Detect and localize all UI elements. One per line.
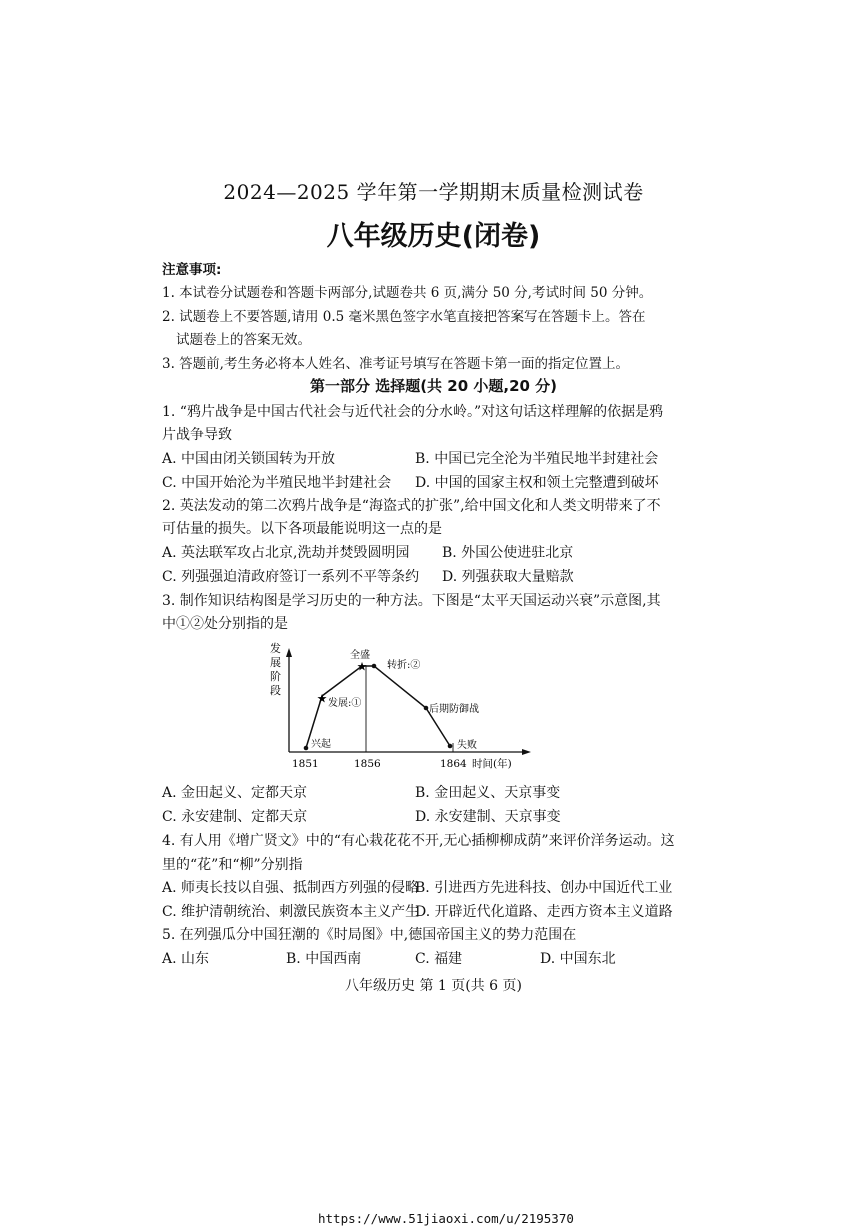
label-fail: 失败 [457, 740, 477, 751]
label-peak: 全盛 [350, 650, 370, 661]
ylabel-char-2: 展 [270, 656, 281, 669]
q3-option-d: D. 永安建制、天京事变 [415, 809, 561, 825]
q4-option-a: A. 师夷长技以自强、抵制西方列强的侵略 [162, 880, 420, 896]
q4-option-b: B. 引进西方先进科技、创办中国近代工业 [415, 880, 673, 896]
exam-title: 2024—2025 学年第一学期期末质量检测试卷 [223, 180, 644, 204]
taiping-diagram [262, 638, 552, 773]
page-footer: 八年级历史 第 1 页(共 6 页) [345, 978, 522, 994]
q5-option-d: D. 中国东北 [540, 951, 616, 967]
q5-option-b: B. 中国西南 [286, 951, 362, 967]
ylabel-char-3: 阶 [270, 670, 281, 683]
q1-option-c: C. 中国开始沦为半殖民地半封建社会 [162, 475, 392, 491]
subject-title: 八年级历史(闭卷) [326, 221, 541, 252]
q2-option-a: A. 英法联军攻占北京,洗劫并焚毁圆明园 [162, 545, 410, 561]
x-axis-label: 时间(年) [472, 758, 512, 770]
q4-stem-line-2: 里的“花”和“柳”分别指 [162, 857, 303, 873]
q4-option-c: C. 维护清朝统治、刺激民族资本主义产生 [162, 904, 420, 920]
notice-item-3: 3. 答题前,考生务必将本人姓名、准考证号填写在答题卡第一面的指定位置上。 [162, 356, 629, 372]
star-peak-icon: ★ [356, 659, 368, 674]
q5-stem-line-1: 5. 在列强瓜分中国狂潮的《时局图》中,德国帝国主义的势力范围在 [162, 927, 577, 943]
q4-option-d: D. 开辟近代化道路、走西方资本主义道路 [415, 904, 673, 920]
notice-item-2-line-2: 试题卷上的答案无效。 [176, 332, 311, 348]
label-turn: 转折:② [387, 660, 421, 671]
ylabel-char-1: 发 [270, 642, 281, 655]
q1-stem-line-2: 片战争导致 [162, 427, 232, 443]
label-rise: 兴起 [311, 739, 331, 750]
q3-stem-line-2: 中①②处分别指的是 [162, 616, 288, 632]
q2-option-c: C. 列强强迫清政府签订一系列不平等条约 [162, 569, 420, 585]
y-axis-arrow [286, 648, 292, 657]
notice-heading: 注意事项: [162, 262, 222, 278]
q3-option-b: B. 金田起义、天京事变 [415, 785, 561, 801]
q2-stem-line-2: 可估量的损失。以下各项最能说明这一点的是 [162, 521, 442, 537]
q4-stem-line-1: 4. 有人用《增广贤文》中的“有心栽花花不开,无心插柳柳成荫”来评价洋务运动。这 [162, 833, 675, 849]
notice-item-1: 1. 本试卷分试题卷和答题卡两部分,试题卷共 6 页,满分 50 分,考试时间 50 分钟。 [162, 285, 653, 301]
q1-option-d: D. 中国的国家主权和领土完整遭到破坏 [415, 475, 659, 491]
q1-option-a: A. 中国由闭关锁国转为开放 [162, 451, 336, 467]
q2-option-d: D. 列强获取大量赔款 [442, 569, 574, 585]
q2-stem-line-1: 2. 英法发动的第二次鸦片战争是“海盗式的扩张”,给中国文化和人类文明带来了不 [162, 498, 661, 514]
q3-stem-line-1: 3. 制作知识结构图是学习历史的一种方法。下图是“太平天国运动兴衰”示意图,其 [162, 593, 661, 609]
q1-option-b: B. 中国已完全沦为半殖民地半封建社会 [415, 451, 659, 467]
notice-item-2-line-1: 2. 试题卷上不要答题,请用 0.5 毫米黑色签字水笔直接把答案写在答题卡上。答在 [162, 309, 646, 325]
q5-option-c: C. 福建 [415, 951, 463, 967]
star-develop-icon: ★ [316, 691, 328, 706]
q1-stem-line-1: 1. “鸦片战争是中国古代社会与近代社会的分水岭。”对这句话这样理解的依据是鸦 [162, 404, 664, 420]
x-axis-arrow [522, 749, 531, 755]
q3-option-c: C. 永安建制、定都天京 [162, 809, 308, 825]
point-fail [448, 744, 453, 749]
q5-option-a: A. 山东 [162, 951, 210, 967]
diagram-ylabel [270, 641, 281, 697]
section-1-title: 第一部分 选择题(共 20 小题,20 分) [309, 377, 558, 395]
q2-option-b: B. 外国公使进驻北京 [442, 545, 574, 561]
point-turn [372, 664, 377, 669]
point-rise [304, 746, 309, 751]
q3-option-a: A. 金田起义、定都天京 [162, 785, 308, 801]
tick-1851: 1851 [292, 758, 319, 770]
point-late [424, 706, 429, 711]
source-url: https://www.51jiaoxi.com/u/2195370 [318, 1211, 574, 1226]
tick-1864: 1864 [440, 758, 467, 770]
label-develop: 发展:① [328, 698, 362, 709]
ylabel-char-4: 段 [270, 684, 281, 697]
label-late: 后期防御战 [429, 704, 479, 715]
tick-1856: 1856 [354, 758, 381, 770]
